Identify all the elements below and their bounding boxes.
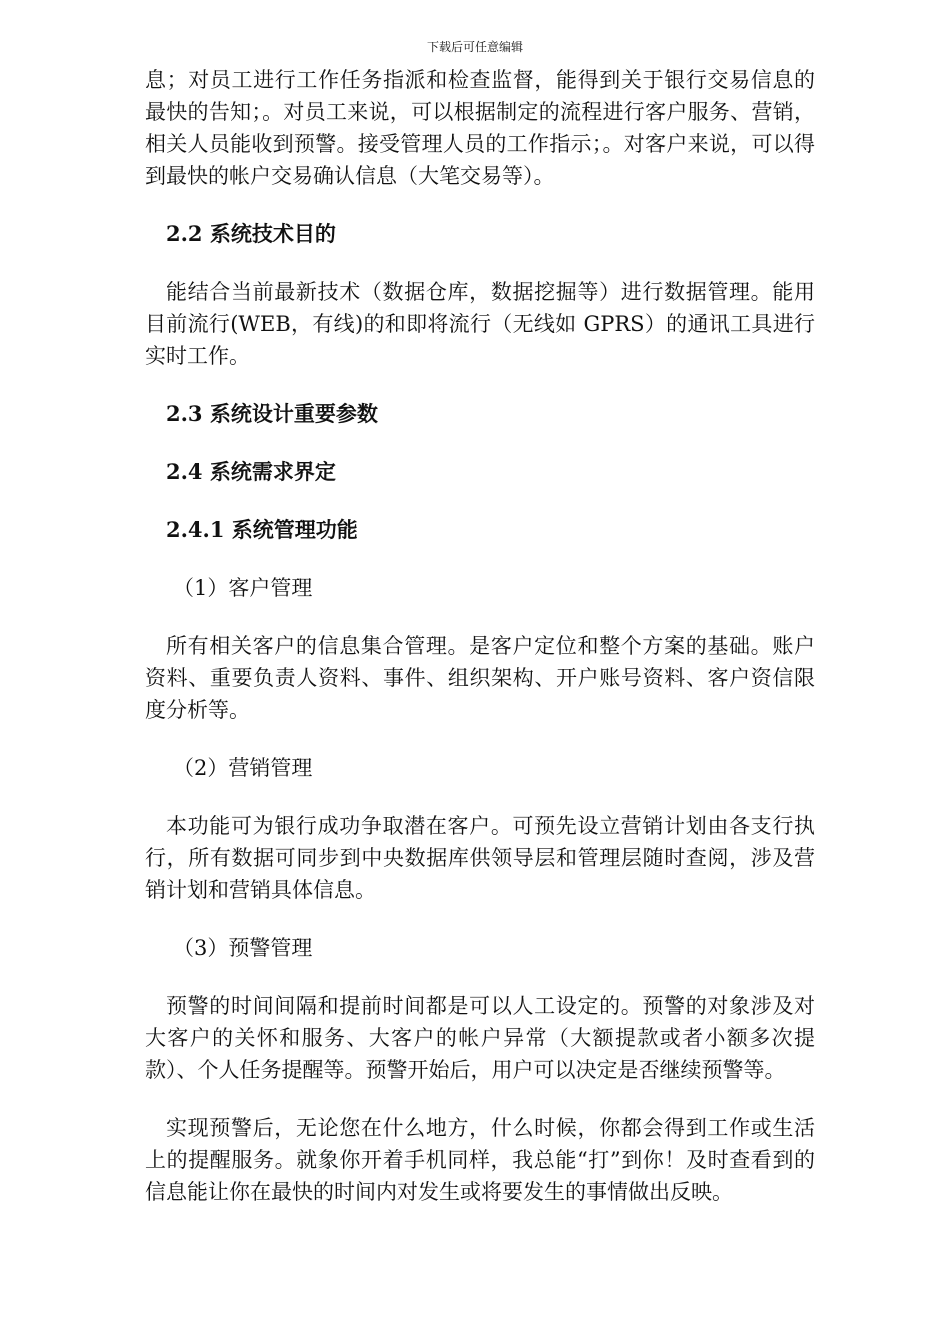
subsection-customer-management: （1）客户管理 <box>173 576 313 600</box>
section-heading-2-3: 2.3 系统设计重要参数 <box>166 401 378 426</box>
document-body <box>145 64 815 1208</box>
section-heading-2-4-1: 2.4.1 系统管理功能 <box>166 517 358 542</box>
subsection-alert-management: （3）预警管理 <box>173 936 313 960</box>
alert-management-paragraph-2: 实现预警后，无论您在什么地方，什么时候，你都会得到工作或生活上的提醒服务。就象你开着手机同样，我总能“打”到你！及时查看到的信息能让你在最快的时间内对发生或将要发生的事情做出反映。 <box>145 1116 815 1204</box>
customer-management-paragraph: 所有相关客户的信息集合管理。是客户定位和整个方案的基础。账户资料、重要负责人资料、事件、组织架构、开户账号资料、客户资信限度分析等。 <box>145 634 815 722</box>
marketing-management-paragraph: 本功能可为银行成功争取潜在客户。可预先设立营销计划由各支行执行，所有数据可同步到中央数据库供领导层和管理层随时查阅，涉及营销计划和营销具体信息。 <box>145 814 815 902</box>
subsection-marketing-management: （2）营销管理 <box>173 756 313 780</box>
section-2-2-paragraph: 能结合当前最新技术（数据仓库，数据挖掘等）进行数据管理。能用目前流行(WEB，有线)的和即将流行（无线如 GPRS）的通讯工具进行实时工作。 <box>145 280 815 368</box>
header-note: 下载后可任意编辑 <box>426 40 523 54</box>
section-heading-2-2: 2.2 系统技术目的 <box>166 221 336 246</box>
alert-management-paragraph-1: 预警的时间间隔和提前时间都是可以人工设定的。预警的对象涉及对大客户的关怀和服务、大客户的帐户异常（大额提款或者小额多次提款）、个人任务提醒等。预警开始后，用户可以决定是否继续预警等。 <box>145 994 815 1082</box>
intro-paragraph: 息；对员工进行工作任务指派和检查监督，能得到关于银行交易信息的最快的告知；。对员工来说，可以根据制定的流程进行客户服务、营销，相关人员能收到预警。接受管理人员的工作指示；。对客户来说，可以得到最快的帐户交易确认信息（大笔交易等）。 <box>145 68 815 188</box>
section-heading-2-4: 2.4 系统需求界定 <box>166 459 336 484</box>
